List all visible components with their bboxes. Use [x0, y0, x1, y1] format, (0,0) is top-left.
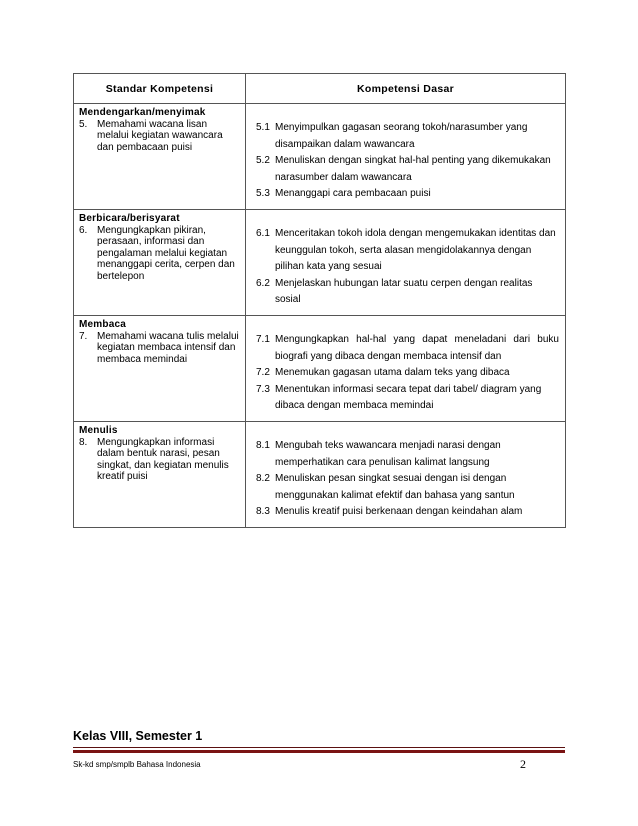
kd-item: [256, 276, 559, 309]
kd-item: [256, 226, 559, 276]
kd-text: Mengubah teks wawancara menjadi narasi dengan memperhatikan cara penulisan kalimat langsung: [275, 439, 501, 468]
kompetensi-dasar-cell: [246, 315, 566, 421]
kd-number: 7.3: [256, 383, 270, 395]
standar-cell: [74, 421, 246, 527]
standar-item: [79, 331, 241, 366]
header-kompetensi-dasar: Kompetensi Dasar: [246, 74, 566, 104]
kd-number: 5.2: [256, 155, 270, 167]
standar-number: 6.: [79, 224, 88, 236]
kd-text: Menanggapi cara pembacaan puisi: [275, 188, 431, 200]
footer-document-label: Sk-kd smp/smplb Bahasa Indonesia: [73, 760, 201, 769]
footer-divider-thin: [73, 747, 565, 748]
kd-text: Menjelaskan hubungan latar suatu cerpen dengan realitas sosial: [275, 277, 533, 306]
kd-text: Menyimpulkan gagasan seorang tokoh/narasumber yang disampaikan dalam wawancara: [275, 122, 528, 150]
kd-item: [256, 153, 559, 186]
standar-number: 7.: [79, 330, 88, 342]
table-header-row: [74, 74, 566, 104]
standar-cell: [74, 315, 246, 421]
table-row: [74, 104, 566, 210]
standar-text: Mengungkapkan pikiran, perasaan, informasi dan pengalaman melalui kegiatan menanggapi cerita, cerpen dan bertelepon: [97, 224, 235, 282]
kd-item: [256, 332, 559, 365]
footer-class-title: Kelas VIII, Semester 1: [73, 729, 203, 743]
standar-item: [79, 437, 241, 483]
kd-number: 5.1: [256, 122, 270, 133]
kd-text: Mengungkapkan hal-hal yang dapat meneladani dari buku biografi yang dibaca dengan membaca intensif dan: [275, 333, 559, 362]
section-title: Membaca: [79, 318, 126, 330]
kd-number: 8.1: [256, 439, 270, 451]
section-title: Mendengarkan/menyimak: [79, 107, 206, 118]
table-row: [74, 209, 566, 315]
kd-item: [256, 504, 559, 521]
table-row: [74, 421, 566, 527]
kd-item: [256, 120, 559, 153]
standar-number: 5.: [79, 118, 88, 130]
page-number: 2: [520, 757, 526, 771]
standar-text: Memahami wacana lisan melalui kegiatan wawancara dan pembacaan puisi: [97, 118, 223, 153]
kd-item: [256, 438, 559, 471]
kompetensi-dasar-cell: [246, 421, 566, 527]
kd-item: [256, 471, 559, 504]
kompetensi-dasar-cell: [246, 104, 566, 210]
kd-item: [256, 186, 559, 203]
standar-item: [79, 119, 241, 154]
kd-text: Menentukan informasi secara tepat dari tabel/ diagram yang dibaca dengan membaca memindai: [275, 383, 542, 412]
kd-number: 7.2: [256, 367, 270, 379]
kd-number: 5.3: [256, 188, 270, 200]
header-standar-kompetensi: Standar Kompetensi: [74, 74, 246, 104]
standar-text: Memahami wacana tulis melalui kegiatan membaca intensif dan membaca memindai: [97, 330, 239, 365]
kd-text: Menemukan gagasan utama dalam teks yang dibaca: [275, 367, 510, 379]
standar-text: Mengungkapkan informasi dalam bentuk narasi, pesan singkat, dan kegiatan menulis kreatif puisi: [97, 436, 229, 483]
kd-number: 8.3: [256, 506, 270, 518]
standar-item: [79, 225, 241, 283]
kd-number: 6.1: [256, 227, 270, 239]
kd-item: [256, 382, 559, 415]
kd-number: 7.1: [256, 333, 270, 345]
section-title: Menulis: [79, 424, 118, 436]
kd-text: Menceritakan tokoh idola dengan mengemukakan identitas dan keunggulan tokoh, serta alasan mengidolakannya dengan pilihan kata yang sesuai: [275, 227, 556, 273]
table-row: [74, 315, 566, 421]
kd-text: Menulis kreatif puisi berkenaan dengan keindahan alam: [275, 506, 523, 518]
competency-table: [73, 73, 566, 528]
footer-divider-thick: [73, 750, 565, 753]
kd-text: Menuliskan dengan singkat hal-hal penting yang dikemukakan narasumber dalam wawancara: [275, 155, 551, 183]
section-title: Berbicara/berisyarat: [79, 212, 180, 224]
standar-cell: [74, 209, 246, 315]
kd-item: [256, 365, 559, 382]
kd-text: Menuliskan pesan singkat sesuai dengan isi dengan menggunakan kalimat efektif dan bahasa yang santun: [275, 473, 515, 501]
kd-number: 8.2: [256, 473, 270, 485]
kd-number: 6.2: [256, 277, 270, 289]
standar-number: 8.: [79, 436, 88, 448]
standar-cell: [74, 104, 246, 210]
kompetensi-dasar-cell: [246, 209, 566, 315]
